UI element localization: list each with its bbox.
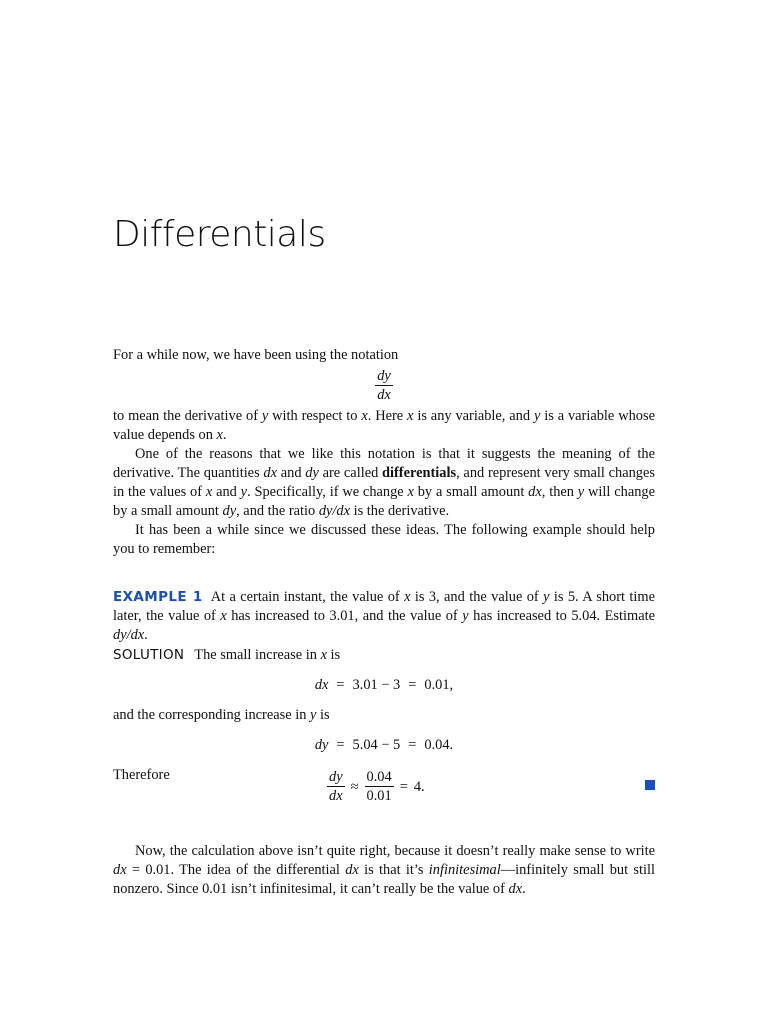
therefore-block	[113, 766, 655, 810]
reasons-paragraph: One of the reasons that we like this notation is that it suggests the meaning of the derivative. The quantities dx and dy are called differentials, and represent very small changes in the values of x and y. Specifically, if we change x by a small amount dx, then y will change by a small amount dy, and the ratio dy/dx is the derivative.	[113, 446, 655, 519]
equation-dx: dx = 3.01 − 3 = 0.01,	[314, 677, 454, 693]
end-of-proof-icon	[645, 780, 655, 790]
value-fraction: $\frac{0.04}{0.01}$	[366, 769, 392, 804]
equals-sign: =	[399, 778, 408, 795]
differentials-term: differentials	[382, 465, 457, 481]
solution-label: SOLUTION	[113, 647, 185, 663]
correspond-paragraph: and the corresponding increase in y is	[113, 707, 330, 723]
after-notation-paragraph: to mean the derivative of y with respect to x. Here x is any variable, and y is a variable whose value depends on x.	[113, 408, 655, 443]
fraction-denominator: dx	[377, 387, 391, 403]
dy-dx-fraction	[375, 367, 393, 405]
dy-dx-fraction-2: $\frac{dy}{dx}$	[329, 769, 343, 804]
body-text	[113, 346, 655, 899]
therefore-text: Therefore	[113, 767, 170, 783]
page-title: Differentials	[113, 214, 326, 255]
equation-dy: dy = 5.04 − 5 = 0.04.	[314, 737, 454, 753]
equation-ratio	[327, 768, 425, 806]
infinitesimal-term: infinitesimal	[428, 862, 501, 878]
intro-paragraph: For a while now, we have been using the notation	[113, 347, 399, 363]
reminder-paragraph: It has been a while since we discussed these ideas. The following example should help you to remember:	[113, 522, 655, 557]
example-paragraph: EXAMPLE 1 At a certain instant, the value of x is 3, and the value of y is 5. A short time later, the value of x has increased to 3.01, and the value of y has increased to 5.04. Estimate dy/dx.	[113, 589, 655, 643]
fraction-numerator: dy	[377, 368, 391, 384]
solution-paragraph: SOLUTION The small increase in x is	[113, 647, 341, 663]
example-label: EXAMPLE 1	[113, 589, 203, 605]
closing-paragraph: Now, the calculation above isn’t quite right, because it doesn’t really make sense to write dx = 0.01. The idea of the differential dx is that it’s infinitesimal—infinitely small but still nonzero. Since 0.01 isn’t infinitesimal, it can’t really be the value of dx.	[113, 843, 655, 897]
notation-display	[113, 367, 655, 405]
result-value: 4.	[413, 778, 425, 795]
approx-sign: ≈	[350, 778, 359, 795]
